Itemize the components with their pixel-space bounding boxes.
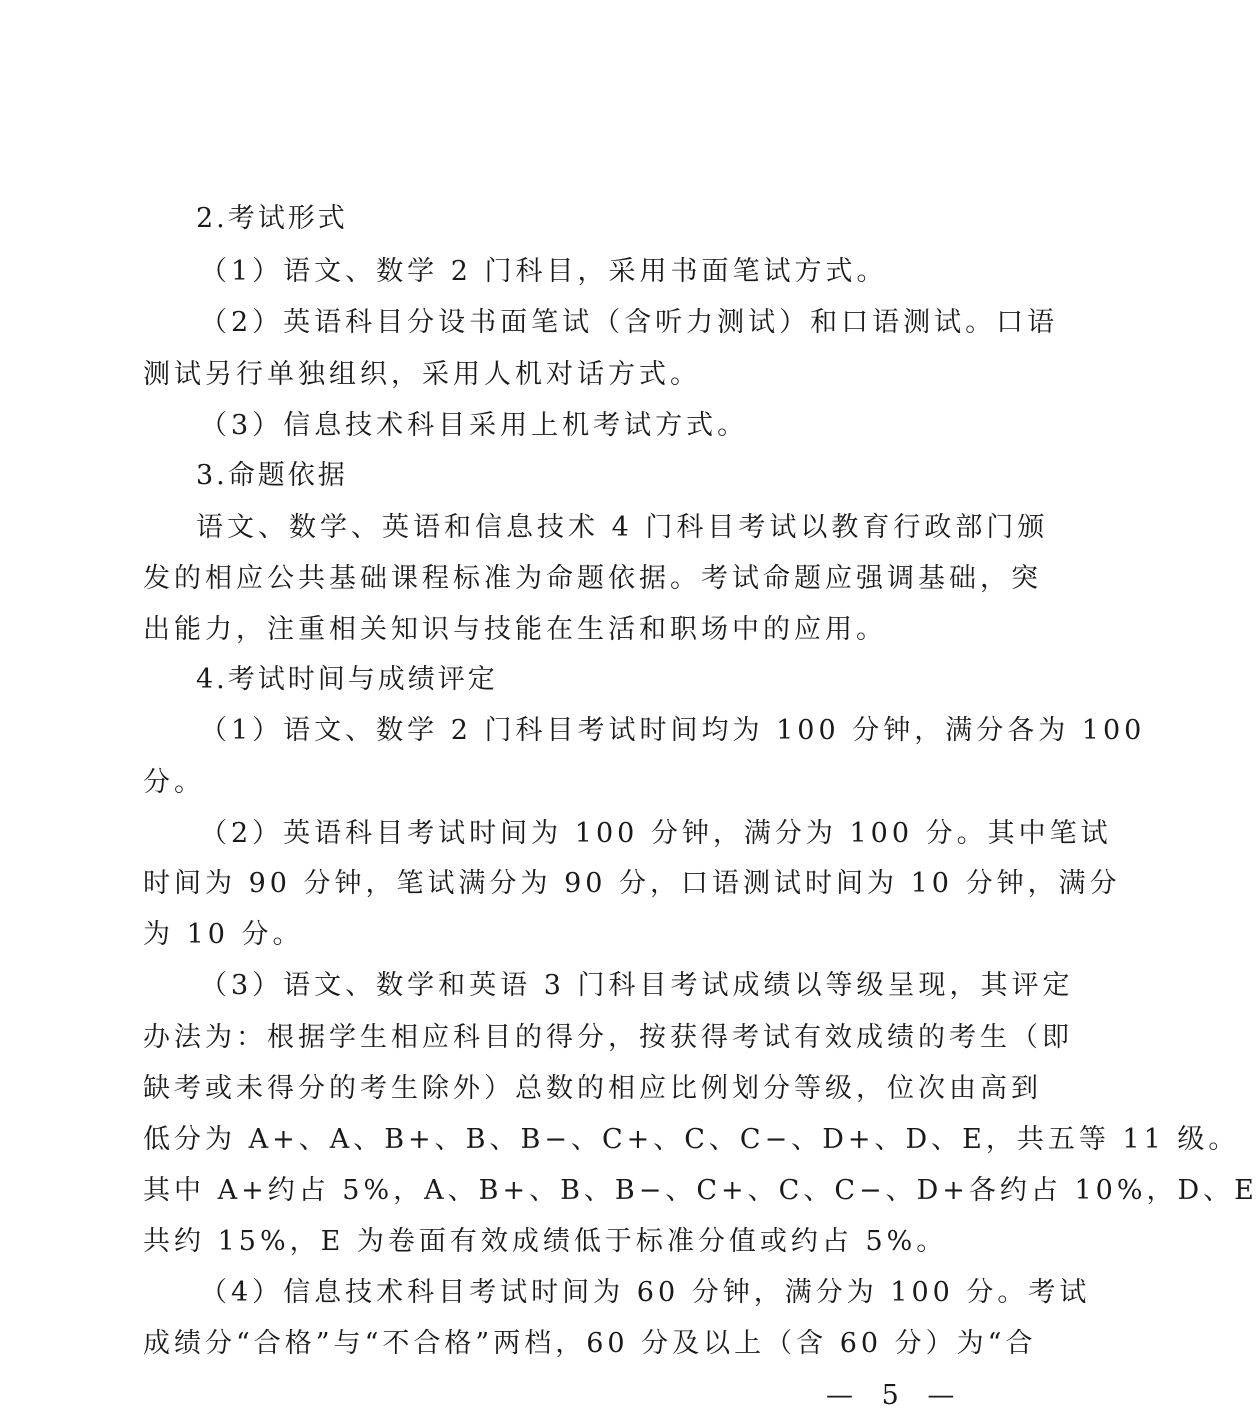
paragraph-line: 出能力，注重相关知识与技能在生活和职场中的应用。 (143, 614, 887, 645)
paragraph-line: 分。 (143, 767, 205, 798)
paragraph-line: （4）信息技术科目考试时间为 60 分钟，满分为 100 分。考试 (200, 1277, 1091, 1308)
paragraph-line: （2）英语科目分设书面笔试（含听力测试）和口语测试。口语 (200, 307, 1059, 338)
section-heading-exam-time-grading: 4.考试时间与成绩评定 (196, 664, 498, 695)
paragraph-line: 为 10 分。 (143, 919, 304, 950)
paragraph-line: 办法为：根据学生相应科目的得分，按获得考试有效成绩的考生（即 (143, 1022, 1073, 1053)
paragraph-line: 时间为 90 分钟，笔试满分为 90 分，口语测试时间为 10 分钟，满分 (143, 868, 1121, 899)
paragraph-line: 测试另行单独组织，采用人机对话方式。 (143, 359, 701, 390)
paragraph-line: 成绩分“合格”与“不合格”两档，60 分及以上（含 60 分）为“合 (143, 1328, 1037, 1359)
paragraph-line: 其中 A+约占 5%，A、B+、B、B−、C+、C、C−、D+各约占 10%，D、E (143, 1175, 1258, 1206)
paragraph-line: 语文、数学、英语和信息技术 4 门科目考试以教育行政部门颁 (196, 512, 1049, 543)
section-heading-exam-format: 2.考试形式 (196, 203, 348, 234)
paragraph-line: 发的相应公共基础课程标准为命题依据。考试命题应强调基础，突 (143, 563, 1042, 594)
paragraph-line: （1）语文、数学 2 门科目，采用书面笔试方式。 (200, 256, 888, 287)
paragraph-line: 共约 15%，E 为卷面有效成绩低于标准分值或约占 5%。 (143, 1226, 948, 1257)
section-heading-proposition-basis: 3.命题依据 (196, 460, 348, 491)
paragraph-line: （3）语文、数学和英语 3 门科目考试成绩以等级呈现，其评定 (200, 970, 1074, 1001)
paragraph-line: （3）信息技术科目采用上机考试方式。 (200, 410, 749, 441)
paragraph-line: 缺考或未得分的考生除外）总数的相应比例划分等级，位次由高到 (143, 1073, 1042, 1104)
paragraph-line: （1）语文、数学 2 门科目考试时间均为 100 分钟，满分各为 100 (200, 715, 1146, 746)
page-number: — 5 — (826, 1380, 965, 1411)
paragraph-line: （2）英语科目考试时间为 100 分钟，满分为 100 分。其中笔试 (200, 818, 1112, 849)
paragraph-line: 低分为 A+、A、B+、B、B−、C+、C、C−、D+、D、E，共五等 11 级。 (143, 1124, 1240, 1155)
